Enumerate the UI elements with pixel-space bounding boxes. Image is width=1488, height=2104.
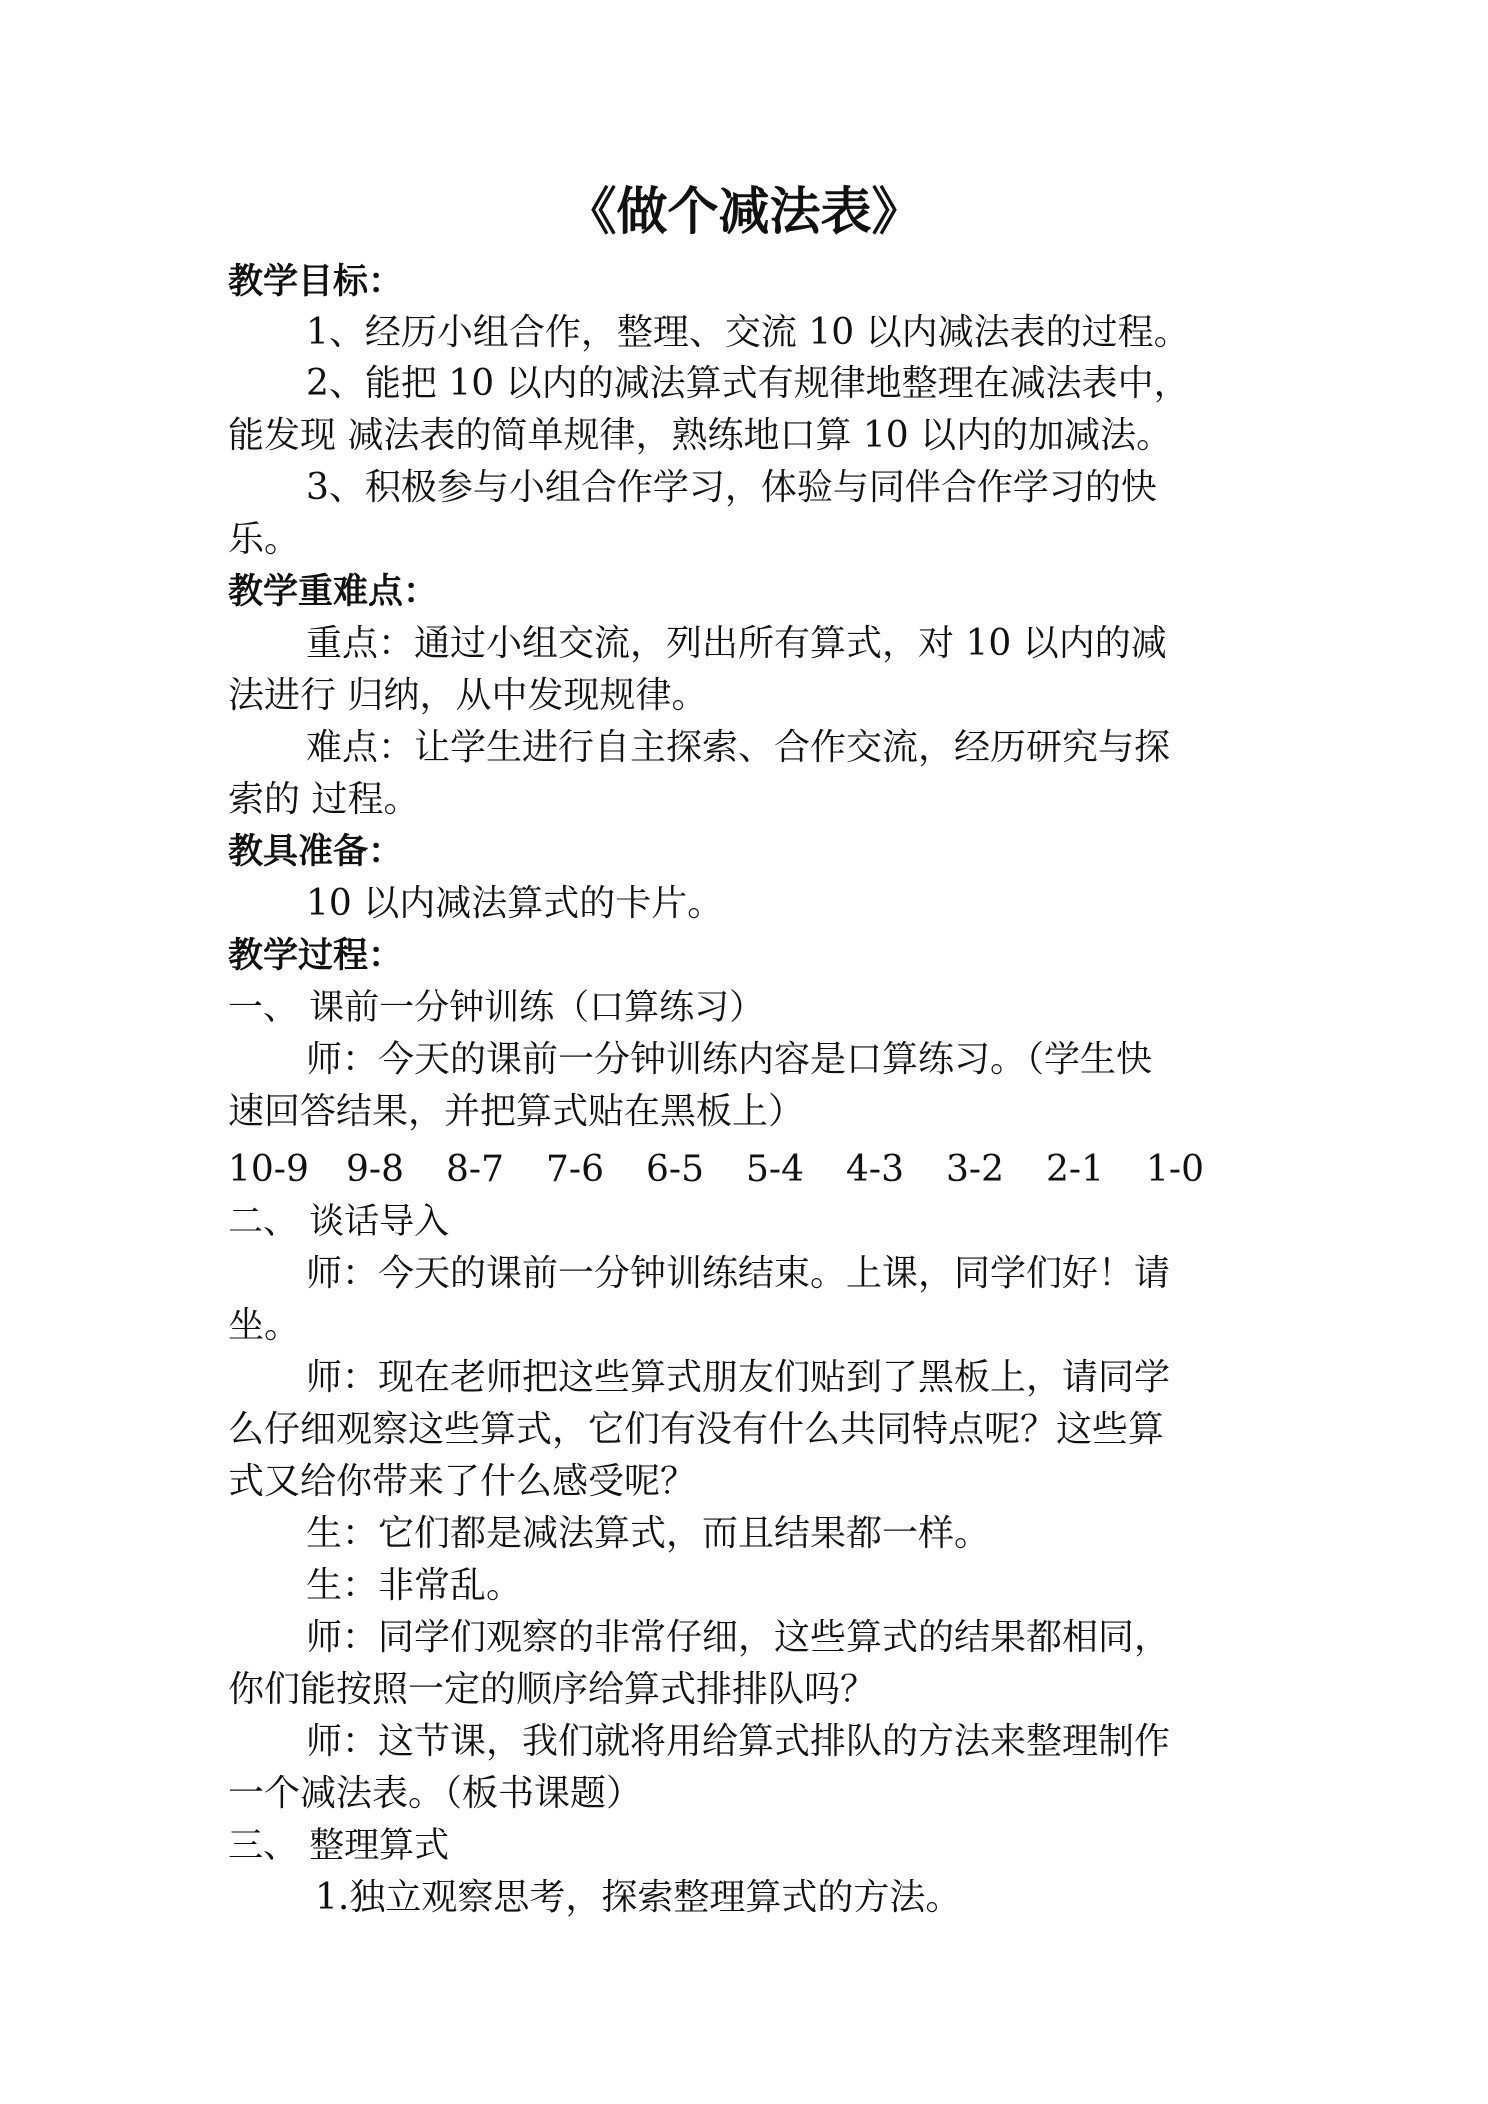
equation: 2-1 xyxy=(1046,1149,1104,1190)
objectives-heading: 教学目标： xyxy=(228,262,404,302)
equation: 4-3 xyxy=(846,1149,904,1190)
section-2-paragraph-2: 师：现在老师把这些算式朋友们贴到了黑板上，请同学 xyxy=(306,1357,1171,1398)
section-2-title: 二、 谈话导入 xyxy=(228,1202,450,1242)
section-1-paragraph-cont: 速回答结果，并把算式贴在黑板上） xyxy=(228,1091,805,1132)
equation: 6-5 xyxy=(646,1149,704,1190)
objective-item-2-cont: 能发现 减法表的简单规律，熟练地口算 10 以内的加减法。 xyxy=(228,415,1173,456)
objective-item-3-cont: 乐。 xyxy=(228,519,301,560)
objective-item-1: 1、经历小组合作，整理、交流 10 以内减法表的过程。 xyxy=(306,312,1190,353)
section-2-paragraph-4: 生：非常乱。 xyxy=(306,1565,523,1606)
document-title: 《做个减法表》 xyxy=(565,183,923,242)
section-2-paragraph-6-cont: 一个减法表。（板书课题） xyxy=(228,1773,643,1814)
process-heading: 教学过程： xyxy=(228,936,404,976)
section-2-paragraph-1-cont: 坐。 xyxy=(228,1305,301,1346)
section-2-paragraph-5-cont: 你们能按照一定的顺序给算式排排队吗？ xyxy=(228,1669,877,1710)
section-3-item-1: 1.独立观察思考，探索整理算式的方法。 xyxy=(315,1877,962,1918)
section-1-paragraph: 师：今天的课前一分钟训练内容是口算练习。（学生快 xyxy=(306,1039,1153,1080)
equation: 8-7 xyxy=(446,1149,504,1190)
section-2-paragraph-6: 师：这节课，我们就将用给算式排队的方法来整理制作 xyxy=(306,1721,1171,1762)
section-2-paragraph-5: 师：同学们观察的非常仔细，这些算式的结果都相同， xyxy=(306,1617,1171,1658)
equation: 7-6 xyxy=(546,1149,604,1190)
key-points-heading: 教学重难点： xyxy=(228,572,439,612)
section-2-paragraph-2-cont2: 式又给你带来了什么感受呢？ xyxy=(228,1461,697,1502)
section-1-title: 一、 课前一分钟训练（口算练习） xyxy=(228,988,765,1028)
equation: 1-0 xyxy=(1146,1149,1204,1190)
focus-paragraph-cont: 法进行 归纳，从中发现规律。 xyxy=(228,675,708,716)
difficulty-paragraph: 难点：让学生进行自主探索、合作交流，经历研究与探 xyxy=(306,727,1171,768)
objective-item-3: 3、积极参与小组合作学习，体验与同伴合作学习的快 xyxy=(306,467,1157,508)
materials-text: 10 以内减法算式的卡片。 xyxy=(306,883,724,924)
materials-heading: 教具准备： xyxy=(228,832,404,872)
section-2-paragraph-3: 生：它们都是减法算式，而且结果都一样。 xyxy=(306,1513,991,1554)
equation: 9-8 xyxy=(346,1149,404,1190)
equation: 3-2 xyxy=(946,1149,1004,1190)
section-2-paragraph-1: 师：今天的课前一分钟训练结束。上课，同学们好！请 xyxy=(306,1253,1171,1294)
section-2-paragraph-2-cont: 么仔细观察这些算式，它们有没有什么共同特点呢？这些算 xyxy=(228,1409,1165,1450)
section-3-title: 三、 整理算式 xyxy=(228,1826,450,1866)
difficulty-paragraph-cont: 索的 过程。 xyxy=(228,779,420,820)
objective-item-2: 2、能把 10 以内的减法算式有规律地整理在减法表中， xyxy=(306,363,1190,404)
equation-list xyxy=(228,1144,1246,1196)
focus-paragraph: 重点：通过小组交流，列出所有算式，对 10 以内的减 xyxy=(306,623,1167,664)
equation: 10-9 xyxy=(228,1149,309,1190)
equation: 5-4 xyxy=(746,1149,804,1190)
